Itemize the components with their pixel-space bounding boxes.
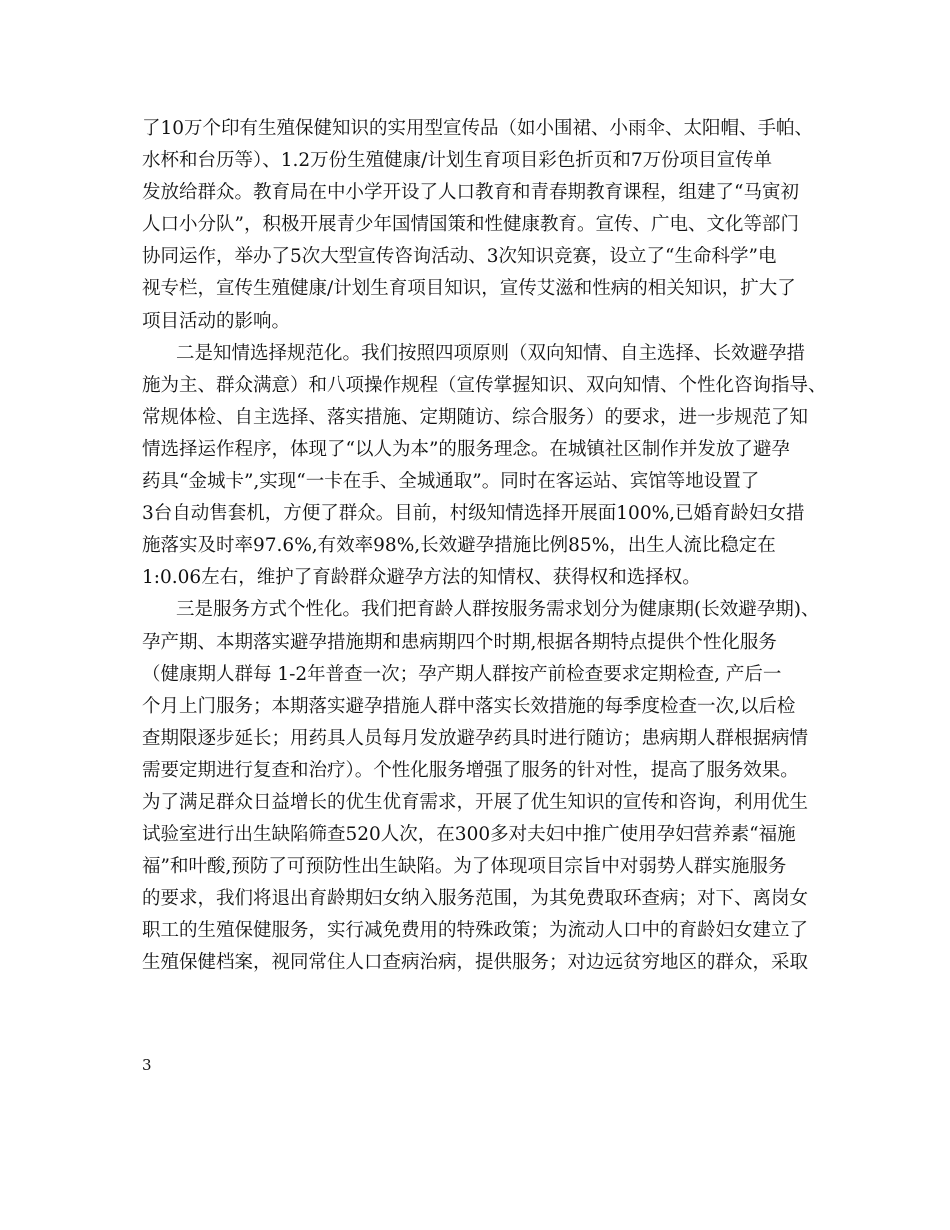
text-line: 生殖保健档案，视同常住人口查病治病，提供服务；对边远贫穷地区的群众，采取: [142, 952, 809, 974]
text-line: 福”和叶酸,预防了可预防性出生缺陷。为了体现项目宗旨中对弱势人群实施服务: [142, 856, 787, 878]
text-line: 发放给群众。教育局在中小学开设了人口教育和青春期教育课程，组建了“马寅初: [142, 182, 799, 204]
text-line: 人口小分队”，积极开展青少年国情国策和性健康教育。宣传、广电、文化等部门: [142, 214, 799, 236]
text-line: 施为主、群众满意）和八项操作规程（宣传掌握知识、双向知情、个性化咨询指导、: [142, 374, 827, 396]
text-line: 查期限逐步延长；用药具人员每月发放避孕药具时进行随访；患病期人群根据病情: [142, 727, 809, 749]
text-line: 常规体检、自主选择、落实措施、定期随访、综合服务）的要求，进一步规范了知: [142, 406, 809, 428]
text-line: 职工的生殖保健服务，实行减免费用的特殊政策；为流动人口中的育龄妇女建立了: [142, 920, 809, 942]
text-line: 情选择运作程序，体现了“以人为本”的服务理念。在城镇社区制作并发放了避孕: [142, 438, 790, 460]
text-line: 试验室进行出生缺陷筛查520人次，在300多对夫妇中推广使用孕妇营养素“福施: [142, 824, 796, 846]
text-line: 了10万个印有生殖保健知识的实用型宣传品（如小围裙、小雨伞、太阳帽、手帕、: [142, 118, 814, 139]
text-line: 3台自动售套机，方便了群众。目前，村级知情选择开展面100%,已婚育龄妇女措: [142, 503, 805, 525]
text-line: 视专栏，宣传生殖健康/计划生育项目知识，宣传艾滋和性病的相关知识，扩大了: [142, 278, 796, 300]
paragraph-start-line: 三是服务方式个性化。我们把育龄人群按服务需求划分为健康期(长效避孕期)、: [176, 599, 820, 621]
text-line: 1:0.06左右，维护了育龄群众避孕方法的知情权、获得权和选择权。: [142, 567, 701, 589]
text-line: 需要定期进行复查和治疗）。个性化服务增强了服务的针对性，提高了服务效果。: [142, 759, 799, 781]
text-line: 为了满足群众日益增长的优生优育需求，开展了优生知识的宣传和咨询，利用优生: [142, 791, 809, 813]
text-line: 的要求，我们将退出育龄期妇女纳入服务范围，为其免费取环查病；对下、离岗女: [142, 888, 809, 910]
text-line: 孕产期、本期落实避孕措施期和患病期四个时期,根据各期特点提供个性化服务: [142, 631, 777, 653]
text-line: 水杯和台历等）、1.2万份生殖健康/计划生育项目彩色折页和7万份项目宣传单: [142, 150, 773, 172]
body-text: [142, 113, 827, 980]
paragraph-start-line: 二是知情选择规范化。我们按照四项原则（双向知情、自主选择、长效避孕措: [176, 342, 806, 364]
text-line: 药具“金城卡”,实现“一卡在手、全城通取”。同时在客运站、宾馆等地设置了: [142, 471, 760, 493]
text-line: 协同运作，举办了5次大型宣传咨询活动、3次知识竞赛，设立了“生命科学”电: [142, 246, 777, 268]
text-line: 个月上门服务；本期落实避孕措施人群中落实长效措施的每季度检查一次,以后检: [142, 695, 796, 717]
text-line: 施落实及时率97.6%,有效率98%,长效避孕措施比例85%，出生人流比稳定在: [142, 535, 776, 557]
text-line: （健康期人群每 1-2年普查一次；孕产期人群按产前检查要求定期检查, 产后一: [142, 663, 782, 685]
page-number: 3: [142, 1056, 152, 1074]
text-line: 项目活动的影响。: [142, 310, 291, 332]
